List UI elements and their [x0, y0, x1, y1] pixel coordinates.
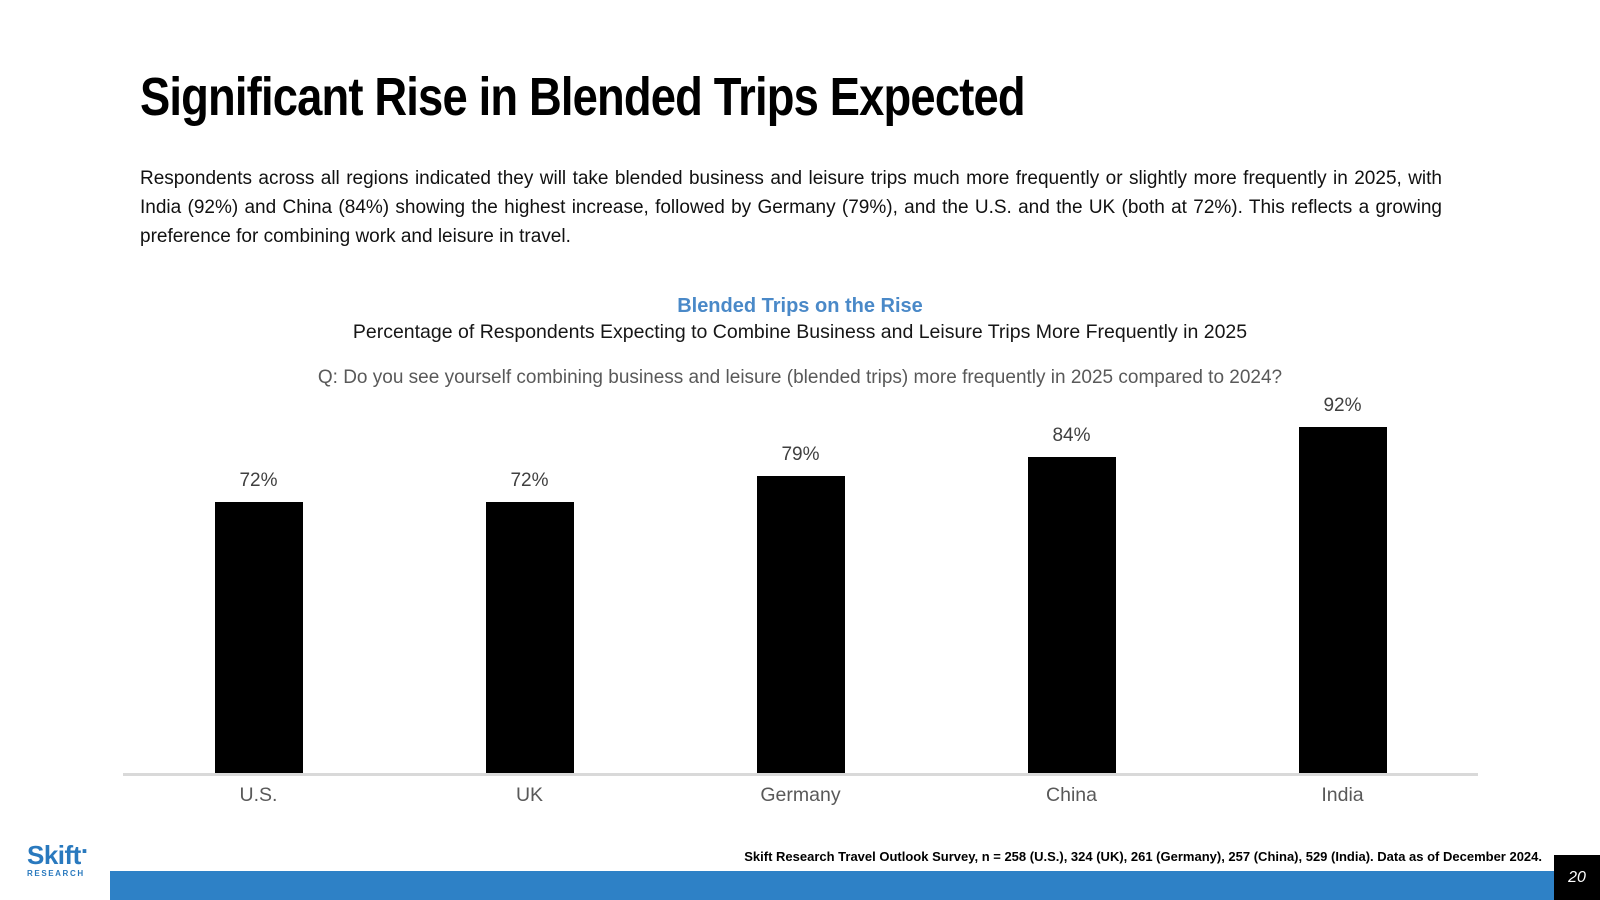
page-number: 20	[1568, 868, 1586, 886]
bar-china	[1028, 457, 1116, 773]
x-axis-line	[123, 773, 1478, 776]
skift-research-logo	[27, 829, 89, 878]
logo-subtext: RESEARCH	[27, 869, 85, 878]
bar-germany	[757, 476, 845, 773]
bar-value-label: 84%	[1052, 425, 1091, 446]
bar-value-label: 79%	[781, 444, 820, 465]
bar-slot-india	[1207, 395, 1478, 773]
slide-title: Significant Rise in Blended Trips Expected	[140, 67, 1025, 127]
page-number-box	[1554, 855, 1600, 900]
category-label-germany: Germany	[760, 784, 841, 806]
source-note: Skift Research Travel Outlook Survey, n = 258 (U.S.), 324 (UK), 261 (Germany), 257 (China), 529 (India). Data as of December 2024.	[744, 849, 1542, 864]
chart-subtitle: Percentage of Respondents Expecting to Combine Business and Leisure Trips More Frequently in 2025	[352, 321, 1248, 343]
x-axis-category-row	[123, 784, 1478, 807]
chart-title: Blended Trips on the Rise	[677, 295, 923, 317]
bar-value-label: 92%	[1323, 395, 1362, 416]
intro-paragraph: Respondents across all regions indicated they will take blended business and leisure trips much more frequently or slightly more frequently in 2025, with India (92%) and China (84%) showing the highest increase, followed by Germany (79%), and the U.S. and the UK (both at 72%). This reflects a growing preference for combining work and leisure in travel.	[140, 168, 1442, 247]
bar-us	[215, 502, 303, 773]
chart-question: Q: Do you see yourself combining business and leisure (blended trips) more frequently in 2025 compared to 2024?	[317, 367, 1283, 388]
logo-dot: .	[80, 829, 89, 859]
logo-wordmark: Skift	[27, 840, 81, 870]
bar-india	[1299, 427, 1387, 773]
bar-value-label: 72%	[239, 470, 278, 491]
bottom-accent-bar	[110, 871, 1554, 900]
bar-value-label: 72%	[510, 470, 549, 491]
bar-uk	[486, 502, 574, 773]
bar-slot-us	[123, 470, 394, 773]
bar-slot-uk	[394, 470, 665, 773]
category-label-uk: UK	[515, 784, 544, 806]
category-label-us: U.S.	[239, 784, 278, 806]
bar-slot-china	[936, 425, 1207, 773]
category-label-india: India	[1321, 784, 1364, 806]
bar-chart-plot-area	[123, 343, 1478, 773]
category-label-china: China	[1046, 784, 1097, 806]
bar-slot-germany	[665, 444, 936, 773]
